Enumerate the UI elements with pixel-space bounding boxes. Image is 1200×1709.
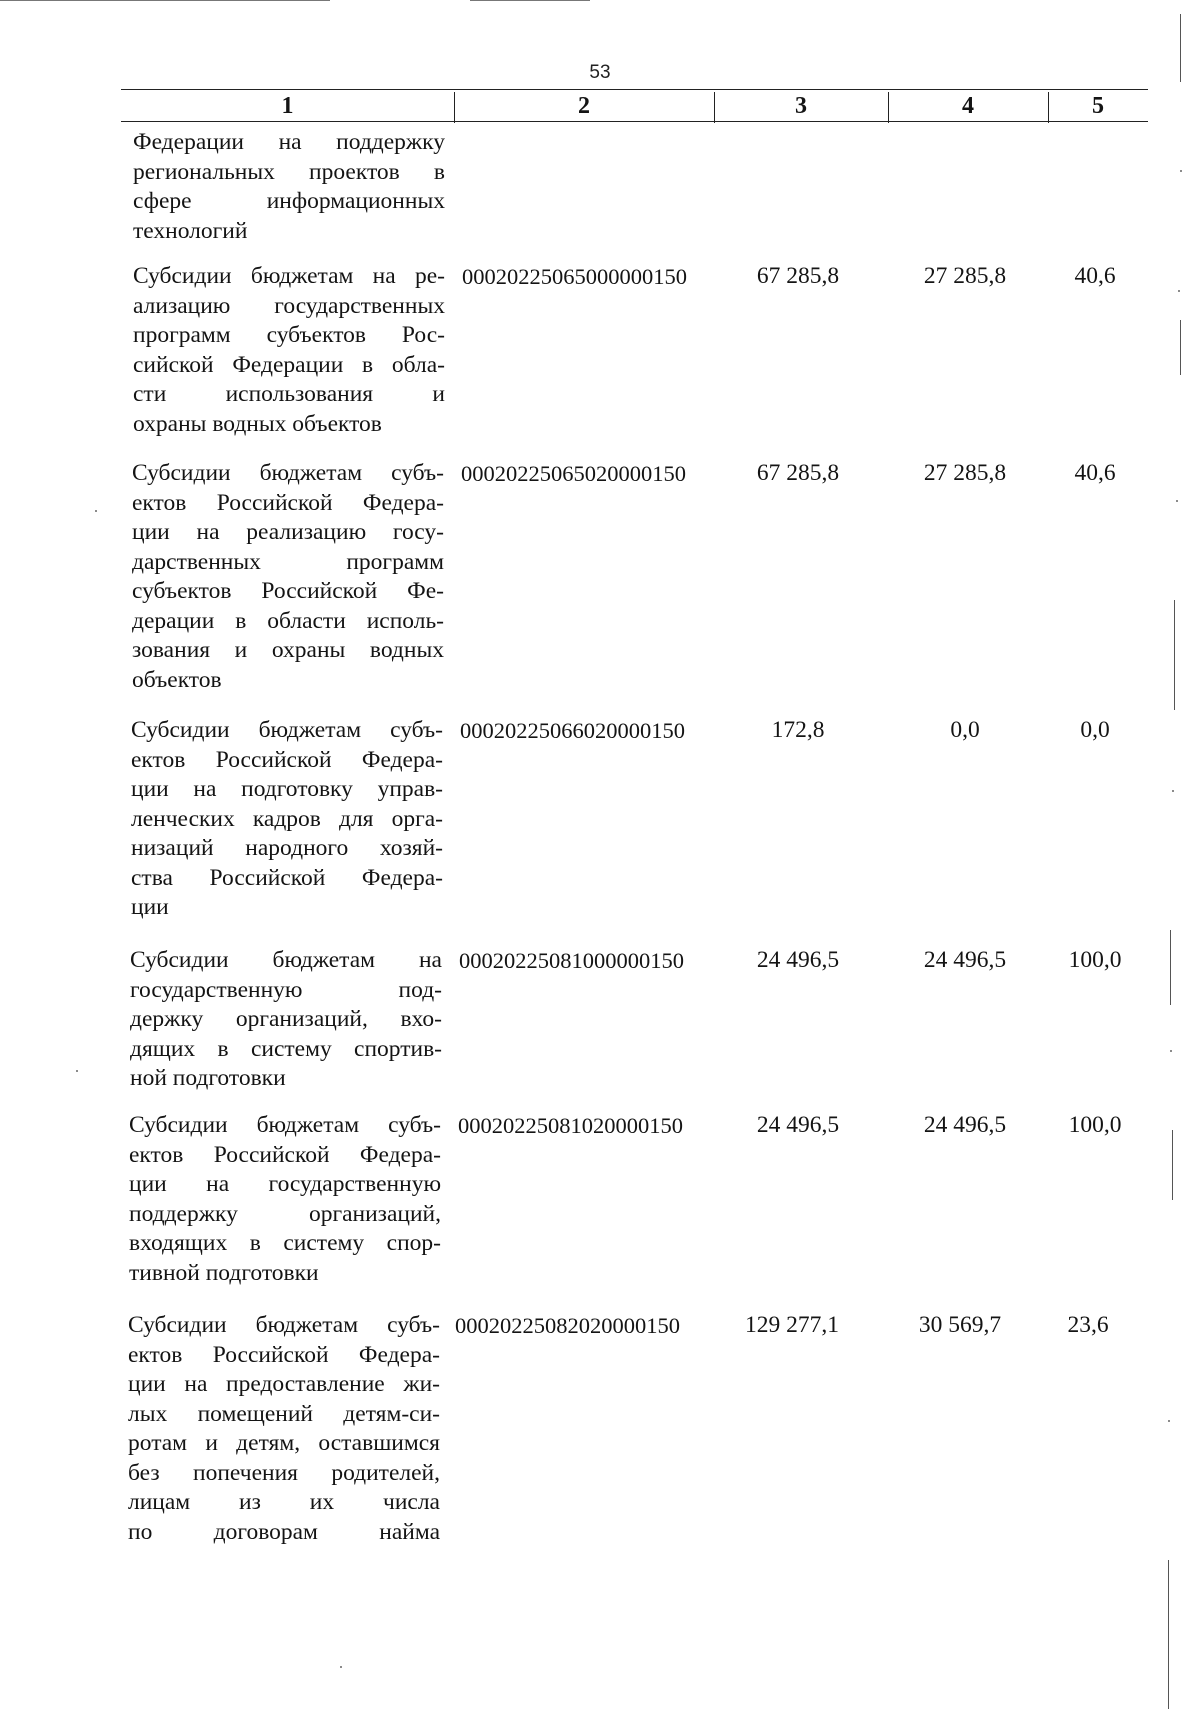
- description-line: Федерации на поддержку: [133, 129, 445, 155]
- description-line: лицам из их числа: [128, 1489, 440, 1515]
- value-col5: 23,6: [1067, 1312, 1109, 1338]
- description-line: без попечения родителей,: [128, 1459, 440, 1486]
- description-line: субъектов Российской Фе-: [132, 578, 444, 604]
- description-line: Субсидии бюджетам субъ-: [128, 1312, 440, 1338]
- value-col3: 67 285,8: [756, 263, 840, 289]
- scan-edge-right: [1172, 1130, 1173, 1200]
- value-col3: 67 285,8: [756, 460, 840, 486]
- description-line: дарственных программ: [132, 548, 444, 575]
- row-description: [133, 262, 445, 439]
- budget-code: 00020225065020000150: [461, 461, 686, 486]
- row-description: [132, 459, 444, 695]
- table-header-bottom-rule: [121, 121, 1148, 122]
- budget-code: 00020225081000000150: [459, 948, 684, 973]
- description-line: технологий: [133, 217, 248, 244]
- description-line: зования и охраны водных: [132, 637, 444, 663]
- description-line: держку организаций, вхо-: [130, 1006, 442, 1032]
- row-description: [130, 946, 442, 1094]
- budget-code: 00020225066020000150: [460, 718, 685, 743]
- value-col5: 40,6: [1074, 460, 1116, 486]
- description-line: охраны водных объектов: [133, 410, 382, 437]
- description-line: ленческих кадров для орга-: [131, 805, 443, 832]
- description-line: входящих в систему спор-: [129, 1230, 441, 1256]
- budget-code: 00020225081020000150: [458, 1113, 683, 1138]
- description-line: Субсидии бюджетам субъ-: [132, 460, 444, 486]
- description-line: ции на предоставление жи-: [128, 1371, 440, 1397]
- description-line: Субсидии бюджетам на: [130, 947, 442, 973]
- description-line: программ субъектов Рос-: [133, 322, 445, 348]
- scan-dot: [340, 1666, 342, 1668]
- scan-dot: [1180, 170, 1182, 172]
- scan-dot: [1170, 1050, 1172, 1052]
- column-header-4: 4: [962, 93, 974, 119]
- description-line: Субсидии бюджетам субъ-: [129, 1112, 441, 1138]
- description-line: ции на государственную: [129, 1171, 441, 1197]
- row-description: [128, 1311, 440, 1547]
- scan-dot: [95, 510, 97, 512]
- description-line: ротам и детям, оставшимся: [128, 1430, 440, 1456]
- value-col4: 27 285,8: [923, 460, 1007, 486]
- description-line: ции на подготовку управ-: [131, 776, 443, 802]
- value-col3: 24 496,5: [756, 947, 840, 973]
- scan-edge-right: [1180, 320, 1181, 375]
- table-header-top-rule: [121, 89, 1148, 90]
- description-line: сийской Федерации в обла-: [133, 351, 445, 378]
- column-header-5: 5: [1092, 93, 1104, 119]
- description-line: ализацию государственных: [133, 292, 445, 319]
- description-line: ной подготовки: [130, 1065, 286, 1091]
- scan-edge-right: [1174, 600, 1175, 710]
- value-col4: 27 285,8: [923, 263, 1007, 289]
- description-line: дерации в области исполь-: [132, 607, 444, 634]
- scan-dot: [1168, 1420, 1170, 1422]
- description-line: ектов Российской Федера-: [129, 1141, 441, 1168]
- description-line: ектов Российской Федера-: [131, 746, 443, 773]
- description-line: дящих в систему спортив-: [130, 1035, 442, 1062]
- value-col3: 24 496,5: [756, 1112, 840, 1138]
- description-line: ции на реализацию госу-: [132, 519, 444, 545]
- budget-code: 00020225082020000150: [455, 1313, 680, 1338]
- scan-edge-right: [1170, 930, 1171, 1005]
- description-line: тивной подготовки: [129, 1259, 319, 1286]
- scan-edge-top: [0, 0, 330, 1]
- scan-dot: [76, 1070, 78, 1072]
- value-col4: 30 569,7: [918, 1312, 1002, 1338]
- description-line: Субсидии бюджетам субъ-: [131, 717, 443, 743]
- description-line: государственную под-: [130, 976, 442, 1003]
- value-col5: 0,0: [1080, 717, 1110, 743]
- description-line: лых помещений детям-си-: [128, 1400, 440, 1427]
- description-line: сфере информационных: [133, 188, 445, 214]
- budget-code: 00020225065000000150: [462, 264, 687, 289]
- column-header-3: 3: [795, 93, 807, 119]
- value-col3: 129 277,1: [745, 1312, 839, 1338]
- value-col5: 100,0: [1068, 947, 1122, 973]
- column-header-2: 2: [578, 93, 590, 119]
- description-line: низаций народного хозяй-: [131, 835, 443, 861]
- description-line: ции: [131, 894, 169, 920]
- scan-edge-right: [1180, 14, 1181, 82]
- value-col5: 40,6: [1074, 263, 1116, 289]
- row-description: [133, 128, 445, 246]
- description-line: Субсидии бюджетам на ре-: [133, 263, 445, 289]
- description-line: поддержку организаций,: [129, 1200, 441, 1227]
- description-line: ства Российской Федера-: [131, 864, 443, 891]
- description-line: по договорам найма: [128, 1518, 440, 1545]
- row-description: [131, 716, 443, 923]
- column-header-1: 1: [281, 93, 294, 119]
- value-col4: 0,0: [950, 717, 980, 743]
- description-line: объектов: [132, 666, 222, 693]
- row-description: [129, 1111, 441, 1288]
- value-col4: 24 496,5: [923, 1112, 1007, 1138]
- scan-dot: [1178, 290, 1180, 292]
- scan-dot: [1176, 500, 1178, 502]
- description-line: сти использования и: [133, 381, 445, 407]
- description-line: ектов Российской Федера-: [132, 489, 444, 516]
- value-col4: 24 496,5: [923, 947, 1007, 973]
- scan-edge-right: [1168, 1560, 1169, 1709]
- description-line: региональных проектов в: [133, 158, 445, 185]
- page-number: 53: [589, 62, 611, 83]
- value-col3: 172,8: [771, 717, 825, 743]
- value-col5: 100,0: [1068, 1112, 1122, 1138]
- scan-dot: [1172, 790, 1174, 792]
- description-line: ектов Российской Федера-: [128, 1341, 440, 1368]
- scan-edge-top-2: [470, 0, 590, 1]
